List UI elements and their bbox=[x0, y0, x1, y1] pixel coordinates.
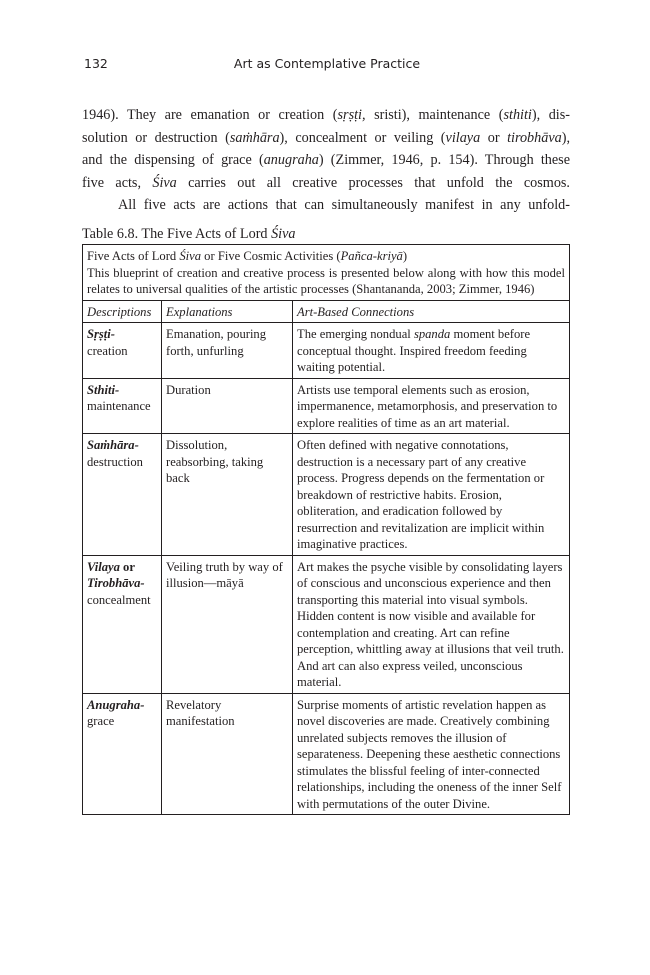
table-row bbox=[83, 693, 570, 815]
table-row bbox=[83, 555, 570, 693]
running-title: Art as Contemplative Practice bbox=[233, 56, 421, 71]
term-sanskrit: Sthiti- bbox=[87, 382, 120, 397]
description-cell bbox=[83, 555, 162, 693]
explanation-cell: Dissolution, reabsorbing, taking back bbox=[162, 434, 293, 556]
table-header-row bbox=[83, 300, 570, 323]
text-run: 1946). They are emanation or creation ( bbox=[82, 107, 338, 123]
connection-cell: Often defined with negative connotations, destruction is a necessary part of any creative process. Progress depends on the fermentation or breakdown of restrictive habits. Erosion, obliteration, and eradication followed by resurrection and revitalization are implicit within imaginative practices. bbox=[293, 434, 570, 556]
table-row bbox=[83, 323, 570, 379]
body-paragraph bbox=[82, 104, 570, 217]
text-run: sristi), maintenance ( bbox=[365, 107, 504, 123]
paragraph-line bbox=[82, 149, 570, 172]
text-run: five acts, bbox=[82, 174, 153, 191]
paragraph-line bbox=[82, 172, 570, 195]
term-sanskrit: Sṛṣṭi- bbox=[87, 327, 115, 341]
text-run: carries out all creative processes that unfold the cosmos. bbox=[176, 174, 570, 191]
text-run: solution or destruction ( bbox=[82, 129, 230, 146]
text-run: moment before conceptual thought. Inspired freedom feeding waiting potential. bbox=[297, 327, 531, 374]
caption-italic: Śiva bbox=[271, 226, 296, 242]
description-cell bbox=[83, 693, 162, 815]
table-row bbox=[83, 434, 570, 556]
term-sanskrit: Saṁhāra- bbox=[87, 438, 139, 452]
text-run: or Five Cosmic Activities ( bbox=[201, 249, 341, 263]
paragraph-line bbox=[82, 104, 570, 127]
table-row bbox=[83, 378, 570, 434]
term-english: maintenance bbox=[87, 399, 151, 413]
italic-term: saṁhāra bbox=[229, 129, 280, 146]
text-run: Five Acts of Lord bbox=[87, 249, 180, 263]
explanation-cell: Revelatory manifestation bbox=[162, 693, 293, 815]
italic-term: sthiti bbox=[503, 107, 532, 123]
connection-cell bbox=[293, 323, 570, 379]
explanation-cell: Duration bbox=[162, 378, 293, 434]
italic-term: Śiva bbox=[179, 249, 202, 263]
explanation-cell: Emanation, pouring forth, unfurling bbox=[162, 323, 293, 379]
term-english: destruction bbox=[87, 454, 143, 469]
table-intro-row bbox=[83, 245, 570, 301]
column-header-art-based-connections: Art-Based Connections bbox=[293, 300, 570, 323]
column-header-descriptions: Descriptions bbox=[83, 300, 162, 323]
connection-cell: Surprise moments of artistic revelation happen as novel discoveries are made. Creatively combining unrelated subjects removes the illusion of separateness. Deepening these aesthetic connections stimulates the blissful feeling of inter-connected relationships, including the oneness of the inner Self with permutations of the outer Divine. bbox=[293, 693, 570, 815]
explanation-cell: Veiling truth by way of illusion—māyā bbox=[162, 555, 293, 693]
term-sanskrit bbox=[87, 559, 157, 576]
text-run: ), bbox=[561, 129, 570, 146]
table-intro-title bbox=[87, 248, 565, 265]
text-run: ), concealment or veiling ( bbox=[279, 129, 446, 146]
description-cell bbox=[83, 378, 162, 434]
table-caption bbox=[82, 226, 296, 243]
italic-term: sṛṣṭi, bbox=[337, 107, 366, 123]
paragraph-line bbox=[82, 127, 570, 150]
italic-term: spanda bbox=[413, 327, 451, 341]
term-sanskrit-alt: Tirobhāva- bbox=[87, 576, 145, 590]
italic-term: anugraha bbox=[263, 152, 319, 168]
caption-text: Table 6.8. The Five Acts of Lord bbox=[82, 226, 272, 242]
italic-term: vilaya bbox=[445, 129, 481, 146]
connection-cell: Artists use temporal elements such as erosion, impermanence, metamorphosis, and preservation to explore realities of time as an art material. bbox=[293, 378, 570, 434]
term-english: concealment bbox=[87, 592, 151, 607]
italic-term: Śiva bbox=[152, 174, 177, 191]
text-run: or bbox=[480, 129, 508, 146]
italic-term: tirobhāva bbox=[507, 129, 562, 146]
term-sanskrit: Anugraha- bbox=[87, 697, 145, 712]
term-english: creation bbox=[87, 343, 128, 358]
term-sanskrit-part: Vilaya bbox=[87, 559, 120, 574]
page-header bbox=[84, 56, 570, 76]
column-header-explanations: Explanations bbox=[162, 300, 293, 323]
table-intro-cell bbox=[83, 245, 570, 301]
connection-cell: Art makes the psyche visible by consolidating layers of conscious and unconscious experience and then transporting this material into visual symbols. Hidden content is now visible and available for contemplation and creating. Art can refine perception, whittling away at illusions that veil truth. And art can also express veiled, unconscious material. bbox=[293, 555, 570, 693]
text-run: ) (Zimmer, 1946, p. 154). Through these bbox=[318, 152, 571, 168]
table-intro-body: This blueprint of creation and creative process is presented below along with how this model relates to universal qualities of the artistic processes (Shantananda, 2003; Zimmer, 1946) bbox=[87, 265, 565, 296]
italic-term: Pañca-kriyā bbox=[340, 249, 403, 263]
description-cell bbox=[83, 434, 162, 556]
term-conjunction: or bbox=[119, 559, 135, 574]
page-number: 132 bbox=[84, 56, 108, 71]
text-run: The emerging nondual bbox=[297, 327, 414, 341]
description-cell bbox=[83, 323, 162, 379]
term-english: grace bbox=[87, 714, 115, 728]
text-run: ) bbox=[402, 249, 408, 263]
text-run: and the dispensing of grace ( bbox=[82, 152, 264, 168]
text-run: ), dis- bbox=[531, 107, 570, 123]
paragraph-line bbox=[82, 194, 570, 217]
five-acts-table bbox=[82, 244, 570, 815]
text-run: All five acts are actions that can simultaneously manifest in any unfold- bbox=[118, 197, 570, 213]
